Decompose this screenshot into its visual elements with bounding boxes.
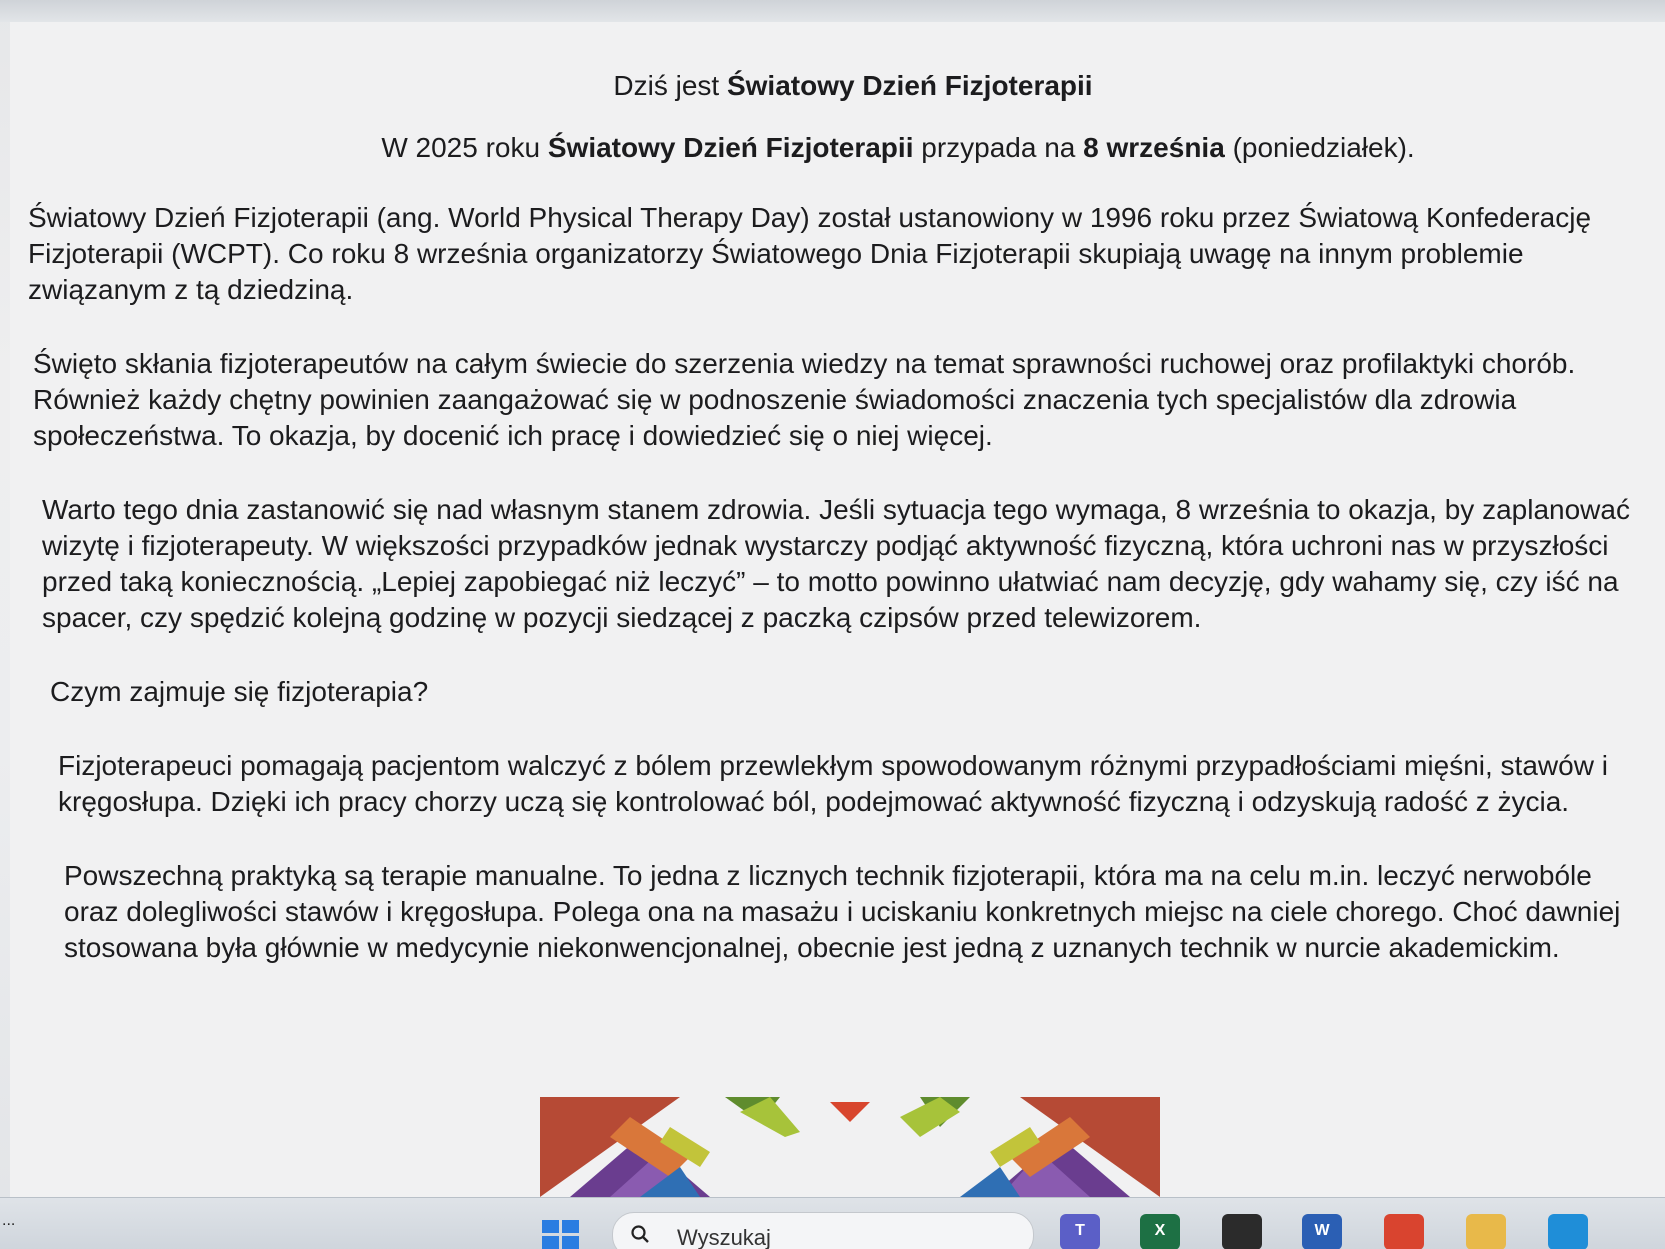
subtitle-bold1: Światowy Dzień Fizjoterapii <box>547 132 914 163</box>
subtitle-part3: (poniedziałek). <box>1224 132 1415 163</box>
title-bold: Światowy Dzień Fizjoterapii <box>726 70 1093 101</box>
word-label: W <box>1314 1222 1330 1239</box>
page-title <box>28 70 1648 102</box>
search-placeholder: Wyszukaj <box>677 1225 771 1249</box>
paragraph-physiotherapists: Fizjoterapeuci pomagają pacjentom walczyć z bólem przewlekłym spowodowanym różnymi przypadłościami mięśni, stawów i kręgosłupa. Dzięki ich pracy chorzy uczą się kontrolować ból, podejmować aktywność fizyczną i odzyskują radość z życia. <box>58 750 1608 817</box>
paragraph-history: Światowy Dzień Fizjoterapii (ang. World Physical Therapy Day) został ustanowiony w 1996 roku przez Światową Konfederację Fizjoterapii (WCPT). Co roku 8 września organizatorzy Światowego Dnia Fizjoterapii skupiają uwagę na innym problemie związanym z tą dziedziną. <box>28 202 1592 305</box>
windows-start-icon[interactable] <box>540 1218 582 1249</box>
taskbar <box>0 1197 1665 1249</box>
word-icon[interactable] <box>1302 1214 1342 1249</box>
edge-icon[interactable] <box>1548 1214 1588 1249</box>
window-top-bar <box>0 0 1665 22</box>
search-icon <box>631 1225 649 1243</box>
paragraph-health: Warto tego dnia zastanowić się nad własnym stanem zdrowia. Jeśli sytuacja tego wymaga, 8 września to okazja, by zaplanować wizytę i fizjoterapeuty. W większości przypadków jednak wystarczy podjąć aktywność fizyczną, która uchroni nas w przyszłości przed taką koniecznością. „Lepiej zapobiegać niż leczyć” – to motto powinno ułatwiać nam decyzję, gdy wahamy się, czy iść na spacer, czy spędzić kolejną godzinę w pozycji siedzącej z paczką czipsów przed telewizorem. <box>42 494 1630 633</box>
paragraph-holiday: Święto skłania fizjoterapeutów na całym świecie do szerzenia wiedzy na temat sprawności ruchowej oraz profilaktyki chorób. Również każdy chętny powinien zaangażować się w podnoszenie świadomości znaczenia tych specjalistów dla zdrowia społeczeństwa. To okazja, by docenić ich pracę i dowiedzieć się o niej więcej. <box>33 348 1576 451</box>
paragraph-manual-therapy: Powszechną praktyką są terapie manualne. To jedna z licznych technik fizjoterapii, która ma na celu m.in. leczyć nerwobóle oraz dolegliwości stawów i kręgosłupa. Polega ona na masażu i uciskaniu konkretnych miejsc na ciele chorego. Choć dawniej stosowana była głównie w medycynie niekonwencjonalnej, obecnie jest jedną z uznanych technik w nurcie akademickim. <box>64 860 1621 963</box>
section-heading: Czym zajmuje się fizjoterapia? <box>50 676 429 707</box>
teams-icon[interactable] <box>1060 1214 1100 1249</box>
subtitle-part1: W 2025 roku <box>381 132 548 163</box>
title-prefix: Dziś jest <box>613 70 727 101</box>
file-explorer-icon[interactable] <box>1466 1214 1506 1249</box>
excel-label: X <box>1154 1222 1166 1239</box>
page-subtitle <box>28 132 1648 164</box>
document-content <box>28 70 1648 1004</box>
store-icon[interactable] <box>1222 1214 1262 1249</box>
excel-icon[interactable] <box>1140 1214 1180 1249</box>
decorative-banner-image <box>540 1097 1160 1197</box>
subtitle-part2: przypada na <box>913 132 1084 163</box>
subtitle-bold2: 8 września <box>1083 132 1225 163</box>
document-page[interactable] <box>10 22 1665 1197</box>
teams-label: T <box>1075 1222 1085 1239</box>
taskbar-overflow[interactable]: ... <box>2 1212 16 1229</box>
chrome-icon[interactable] <box>1384 1214 1424 1249</box>
taskbar-search-box[interactable] <box>612 1212 1034 1249</box>
